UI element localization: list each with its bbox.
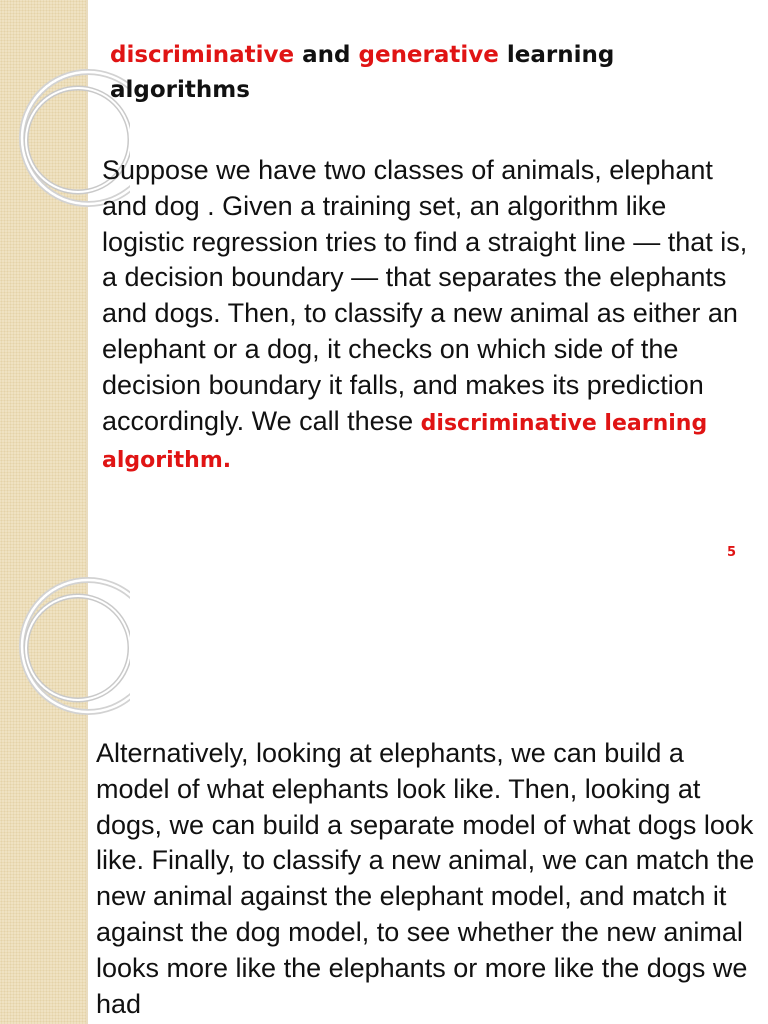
- body-paragraph: [96, 736, 762, 1022]
- title-term-generative: generative: [358, 42, 499, 68]
- title-connector: and: [294, 42, 359, 68]
- body-text: Alternatively, looking at elephants, we can build a model of what elephants look like. Then, looking at dogs, we can build a separate model of what dogs look like. Finally, to classify a new animal, we can match the new animal against the elephant model, and match it against the dog model, to see whether the new animal looks more like the elephants or more like the dogs we had: [96, 738, 755, 1019]
- slide-title: [110, 38, 690, 108]
- body-text: Suppose we have two classes of animals, elephant and dog . Given a training set, an algorithm like logistic regression tries to find a straight line — that is, a decision boundary — that separates the elephants and dogs. Then, to classify a new animal as either an elephant or a dog, it checks on which side of the decision boundary it falls, and makes its prediction accordingly. We call these: [102, 155, 748, 436]
- slide-6: [0, 576, 768, 1024]
- title-term-discriminative: discriminative: [110, 42, 295, 68]
- body-end: .: [222, 448, 232, 474]
- body-paragraph: [102, 153, 752, 479]
- page-number: 5: [726, 545, 736, 560]
- emphasis-term: discriminative learning algorithm: [102, 410, 708, 474]
- title-rest: learning algorithms: [110, 42, 615, 103]
